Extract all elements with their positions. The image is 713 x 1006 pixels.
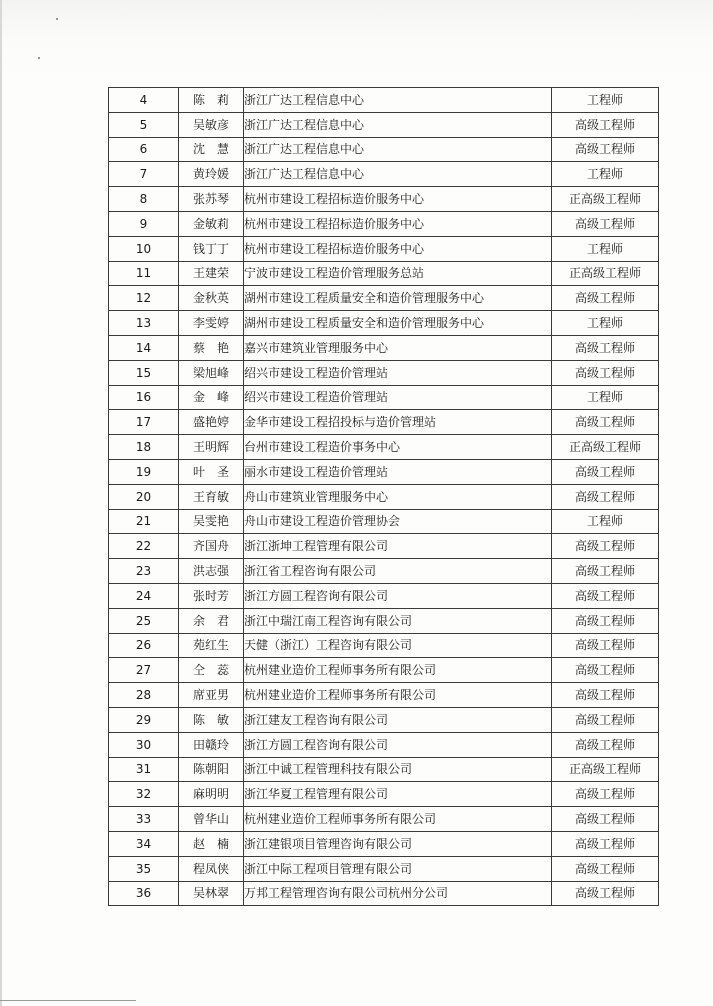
organization-cell: 杭州建业造价工程师事务所有限公司 (244, 683, 552, 708)
person-name-cell: 梁旭峰 (179, 360, 244, 385)
scan-bottom-mark (0, 1000, 136, 1001)
job-title-cell: 工程师 (552, 311, 659, 336)
row-number-cell: 12 (109, 286, 179, 311)
table-row (109, 509, 659, 534)
table-row (109, 211, 659, 236)
person-name-cell: 吴雯艳 (179, 509, 244, 534)
organization-cell: 浙江省工程咨询有限公司 (244, 559, 552, 584)
organization-cell: 舟山市建设工程造价管理协会 (244, 509, 552, 534)
table-row (109, 88, 659, 113)
row-number-cell: 20 (109, 484, 179, 509)
scan-speck (56, 18, 58, 20)
person-name-cell: 陈 莉 (179, 88, 244, 113)
person-name-cell: 程凤侠 (179, 856, 244, 881)
job-title-cell: 高级工程师 (552, 831, 659, 856)
roster-table-body (109, 88, 659, 906)
person-name-cell: 吴敏彦 (179, 112, 244, 137)
row-number-cell: 28 (109, 683, 179, 708)
row-number-cell: 18 (109, 435, 179, 460)
organization-cell: 浙江广达工程信息中心 (244, 162, 552, 187)
job-title-cell: 高级工程师 (552, 559, 659, 584)
table-row (109, 732, 659, 757)
job-title-cell: 高级工程师 (552, 335, 659, 360)
organization-cell: 万邦工程管理咨询有限公司杭州分公司 (244, 881, 552, 906)
organization-cell: 浙江建友工程咨询有限公司 (244, 707, 552, 732)
person-name-cell: 王明辉 (179, 435, 244, 460)
person-name-cell: 张时芳 (179, 583, 244, 608)
job-title-cell: 高级工程师 (552, 707, 659, 732)
table-row (109, 410, 659, 435)
job-title-cell: 高级工程师 (552, 782, 659, 807)
table-row (109, 112, 659, 137)
row-number-cell: 5 (109, 112, 179, 137)
organization-cell: 浙江方圆工程咨询有限公司 (244, 583, 552, 608)
job-title-cell: 高级工程师 (552, 683, 659, 708)
job-title-cell: 高级工程师 (552, 807, 659, 832)
row-number-cell: 15 (109, 360, 179, 385)
table-row (109, 484, 659, 509)
job-title-cell: 高级工程师 (552, 410, 659, 435)
row-number-cell: 13 (109, 311, 179, 336)
job-title-cell: 高级工程师 (552, 658, 659, 683)
job-title-cell: 正高级工程师 (552, 187, 659, 212)
row-number-cell: 24 (109, 583, 179, 608)
organization-cell: 杭州市建设工程招标造价服务中心 (244, 211, 552, 236)
table-row (109, 608, 659, 633)
row-number-cell: 25 (109, 608, 179, 633)
row-number-cell: 33 (109, 807, 179, 832)
job-title-cell: 高级工程师 (552, 286, 659, 311)
table-row (109, 385, 659, 410)
organization-cell: 浙江广达工程信息中心 (244, 137, 552, 162)
organization-cell: 杭州建业造价工程师事务所有限公司 (244, 658, 552, 683)
table-row (109, 881, 659, 906)
person-name-cell: 李雯婷 (179, 311, 244, 336)
person-name-cell: 钱丁丁 (179, 236, 244, 261)
person-name-cell: 盛艳婷 (179, 410, 244, 435)
row-number-cell: 31 (109, 757, 179, 782)
person-name-cell: 沈 慧 (179, 137, 244, 162)
person-name-cell: 苑红生 (179, 633, 244, 658)
person-name-cell: 黄玲媛 (179, 162, 244, 187)
job-title-cell: 正高级工程师 (552, 435, 659, 460)
job-title-cell: 工程师 (552, 88, 659, 113)
row-number-cell: 21 (109, 509, 179, 534)
job-title-cell: 高级工程师 (552, 459, 659, 484)
person-name-cell: 曾华山 (179, 807, 244, 832)
table-row (109, 757, 659, 782)
organization-cell: 浙江方圆工程咨询有限公司 (244, 732, 552, 757)
job-title-cell: 高级工程师 (552, 534, 659, 559)
job-title-cell: 工程师 (552, 236, 659, 261)
job-title-cell: 工程师 (552, 385, 659, 410)
row-number-cell: 27 (109, 658, 179, 683)
organization-cell: 杭州建业造价工程师事务所有限公司 (244, 807, 552, 832)
job-title-cell: 高级工程师 (552, 881, 659, 906)
row-number-cell: 36 (109, 881, 179, 906)
job-title-cell: 工程师 (552, 162, 659, 187)
person-name-cell: 叶 圣 (179, 459, 244, 484)
row-number-cell: 19 (109, 459, 179, 484)
person-name-cell: 王建荣 (179, 261, 244, 286)
row-number-cell: 29 (109, 707, 179, 732)
row-number-cell: 4 (109, 88, 179, 113)
person-name-cell: 余 君 (179, 608, 244, 633)
person-name-cell: 麻明明 (179, 782, 244, 807)
organization-cell: 金华市建设工程招投标与造价管理站 (244, 410, 552, 435)
organization-cell: 绍兴市建设工程造价管理站 (244, 360, 552, 385)
job-title-cell: 正高级工程师 (552, 757, 659, 782)
table-row (109, 435, 659, 460)
job-title-cell: 工程师 (552, 509, 659, 534)
organization-cell: 浙江中瑞江南工程咨询有限公司 (244, 608, 552, 633)
table-row (109, 261, 659, 286)
organization-cell: 天健（浙江）工程咨询有限公司 (244, 633, 552, 658)
job-title-cell: 高级工程师 (552, 484, 659, 509)
organization-cell: 浙江中诚工程管理科技有限公司 (244, 757, 552, 782)
organization-cell: 嘉兴市建筑业管理服务中心 (244, 335, 552, 360)
organization-cell: 浙江广达工程信息中心 (244, 112, 552, 137)
table-row (109, 583, 659, 608)
table-row (109, 459, 659, 484)
person-name-cell: 张苏琴 (179, 187, 244, 212)
organization-cell: 浙江广达工程信息中心 (244, 88, 552, 113)
person-name-cell: 金敏莉 (179, 211, 244, 236)
table-row (109, 707, 659, 732)
person-name-cell: 席亚男 (179, 683, 244, 708)
person-name-cell: 吴林翠 (179, 881, 244, 906)
person-name-cell: 仝 蕊 (179, 658, 244, 683)
organization-cell: 杭州市建设工程招标造价服务中心 (244, 236, 552, 261)
table-row (109, 831, 659, 856)
table-row (109, 633, 659, 658)
job-title-cell: 高级工程师 (552, 583, 659, 608)
row-number-cell: 7 (109, 162, 179, 187)
organization-cell: 浙江华夏工程管理有限公司 (244, 782, 552, 807)
person-name-cell: 蔡 艳 (179, 335, 244, 360)
organization-cell: 丽水市建设工程造价管理站 (244, 459, 552, 484)
row-number-cell: 8 (109, 187, 179, 212)
job-title-cell: 高级工程师 (552, 608, 659, 633)
table-row (109, 187, 659, 212)
row-number-cell: 34 (109, 831, 179, 856)
table-row (109, 162, 659, 187)
person-name-cell: 金秋英 (179, 286, 244, 311)
table-row (109, 683, 659, 708)
row-number-cell: 26 (109, 633, 179, 658)
organization-cell: 湖州市建设工程质量安全和造价管理服务中心 (244, 286, 552, 311)
table-row (109, 236, 659, 261)
row-number-cell: 35 (109, 856, 179, 881)
row-number-cell: 11 (109, 261, 179, 286)
table-row (109, 782, 659, 807)
roster-table (108, 87, 659, 906)
job-title-cell: 高级工程师 (552, 137, 659, 162)
row-number-cell: 22 (109, 534, 179, 559)
job-title-cell: 高级工程师 (552, 633, 659, 658)
table-row (109, 658, 659, 683)
organization-cell: 浙江中际工程项目管理有限公司 (244, 856, 552, 881)
person-name-cell: 金 峰 (179, 385, 244, 410)
person-name-cell: 齐国舟 (179, 534, 244, 559)
row-number-cell: 23 (109, 559, 179, 584)
organization-cell: 绍兴市建设工程造价管理站 (244, 385, 552, 410)
table-row (109, 311, 659, 336)
job-title-cell: 高级工程师 (552, 732, 659, 757)
table-row (109, 360, 659, 385)
row-number-cell: 32 (109, 782, 179, 807)
person-name-cell: 洪志强 (179, 559, 244, 584)
row-number-cell: 6 (109, 137, 179, 162)
row-number-cell: 9 (109, 211, 179, 236)
person-name-cell: 田赣玲 (179, 732, 244, 757)
table-row (109, 534, 659, 559)
organization-cell: 宁波市建设工程造价管理服务总站 (244, 261, 552, 286)
job-title-cell: 高级工程师 (552, 360, 659, 385)
organization-cell: 杭州市建设工程招标造价服务中心 (244, 187, 552, 212)
person-name-cell: 王育敏 (179, 484, 244, 509)
row-number-cell: 30 (109, 732, 179, 757)
organization-cell: 舟山市建筑业管理服务中心 (244, 484, 552, 509)
organization-cell: 浙江浙坤工程管理有限公司 (244, 534, 552, 559)
table-row (109, 137, 659, 162)
row-number-cell: 17 (109, 410, 179, 435)
row-number-cell: 10 (109, 236, 179, 261)
organization-cell: 台州市建设工程造价事务中心 (244, 435, 552, 460)
row-number-cell: 16 (109, 385, 179, 410)
organization-cell: 湖州市建设工程质量安全和造价管理服务中心 (244, 311, 552, 336)
person-name-cell: 赵 楠 (179, 831, 244, 856)
table-row (109, 335, 659, 360)
job-title-cell: 高级工程师 (552, 211, 659, 236)
job-title-cell: 正高级工程师 (552, 261, 659, 286)
job-title-cell: 高级工程师 (552, 112, 659, 137)
job-title-cell: 高级工程师 (552, 856, 659, 881)
table-row (109, 807, 659, 832)
table-row (109, 286, 659, 311)
row-number-cell: 14 (109, 335, 179, 360)
person-name-cell: 陈 敏 (179, 707, 244, 732)
organization-cell: 浙江建银项目管理咨询有限公司 (244, 831, 552, 856)
person-name-cell: 陈朝阳 (179, 757, 244, 782)
table-row (109, 559, 659, 584)
scan-left-edge (0, 0, 2, 1006)
table-row (109, 856, 659, 881)
scan-speck (38, 57, 40, 59)
